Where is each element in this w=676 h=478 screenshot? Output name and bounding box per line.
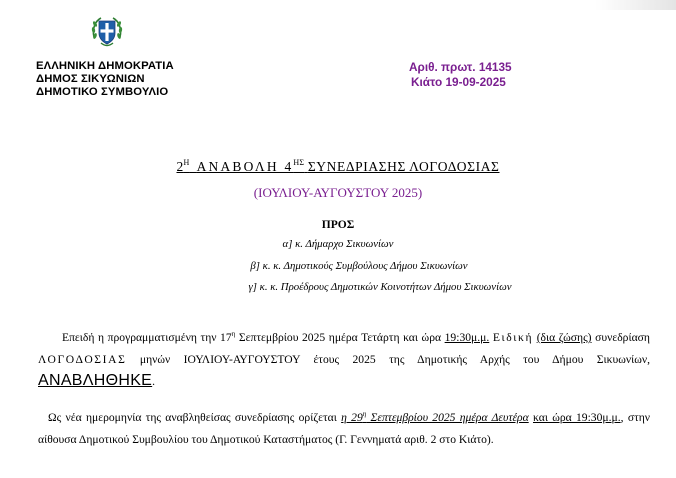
greek-coat-of-arms-icon [90,15,124,49]
issuer-country: ΕΛΛΗΝΙΚΗ ΔΗΜΟΚΡΑΤΙΑ [36,60,174,72]
protocol-block [409,60,512,90]
postponement-paragraph [38,327,650,393]
title-ordinal: 2 [176,159,184,174]
original-time: 19:30μ.μ. [444,331,490,344]
new-date-rest: Σεπτεμβρίου 2025 ημέρα Δευτέρα [366,411,529,424]
ordinal-suffix: η [231,330,236,338]
new-time: και ώρα 19:30μ.μ. [533,411,621,424]
new-date [341,411,529,424]
document-subtitle: (ΙΟΥΛΙΟΥ-ΑΥΓΟΥΣΤΟΥ 2025) [253,185,423,200]
recipient-item: β] κ. κ. Δημοτικούς Συμβούλους Δήμου Σικυωνίων [250,259,468,272]
issuer-block [36,60,174,100]
issuer-council: ΔΗΜΟΤΙΚΟ ΣΥΜΒΟΥΛΙΟ [36,86,169,99]
ordinal-suffix: η [362,410,367,418]
recipients-list [0,234,676,299]
session-type: Ειδική [492,331,534,344]
recipients-heading: ΠΡΟΣ [321,219,355,231]
document-title [0,159,676,175]
text-run: Ως νέα ημερομηνία της αναβληθείσας συνεδρίασης ορίζεται [48,411,342,424]
session-mode: (δια ζώσης) [536,331,592,344]
text-run: συνεδρίαση [591,331,650,344]
text-run: . [152,375,156,388]
session-name: ΛΟΓΟΔΟΣΙΑΣ [38,352,127,366]
text-run: μηνών ΙΟΥΛΙΟΥ-ΑΥΓΟΥΣΤΟΥ έτους 2025 της Δημοτικής Αρχής του Δήμου Σικυωνίων, [126,352,650,366]
place-date: Κιάτο 19-09-2025 [411,75,506,89]
title-main: ΑΝΑΒΟΛΗ 4 [196,159,294,174]
text-run: , στην αίθουσα Δημοτικού Συμβουλίου του Δημοτικού Καταστήματος (Γ. Γεννηματά αριθ. 2 στο Κιάτο). [38,411,651,446]
issuer-municipality: ΔΗΜΟΣ ΣΙΚΥΩΝΙΩΝ [36,73,145,86]
recipient-item: α] κ. Δήμαρχο Σικυωνίων [282,238,394,250]
new-date-day: η 29 [341,411,363,424]
protocol-number: Αριθ. πρωτ. 14135 [409,60,512,74]
document-top-edge [0,0,676,10]
postponed-notice: ΑΝΑΒΛΗΘΗΚΕ [38,372,153,389]
text-run: Επειδή η προγραμματισμένη την 17 [62,331,232,344]
title-session-suffix: ΗΣ [293,158,305,167]
title-session: ΣΥΝΕΔΡΙΑΣΗΣ ΛΟΓΟΔΟΣΙΑΣ [307,159,500,174]
new-date-paragraph [38,407,650,450]
text-run: Σεπτεμβρίου 2025 ημέρα Τετάρτη και ώρα [235,331,445,344]
recipient-item: γ] κ. κ. Προέδρους Δημοτικών Κοινοτήτων Δήμου Σικυωνίων [248,281,512,293]
title-ordinal-suffix: Η [183,158,190,167]
